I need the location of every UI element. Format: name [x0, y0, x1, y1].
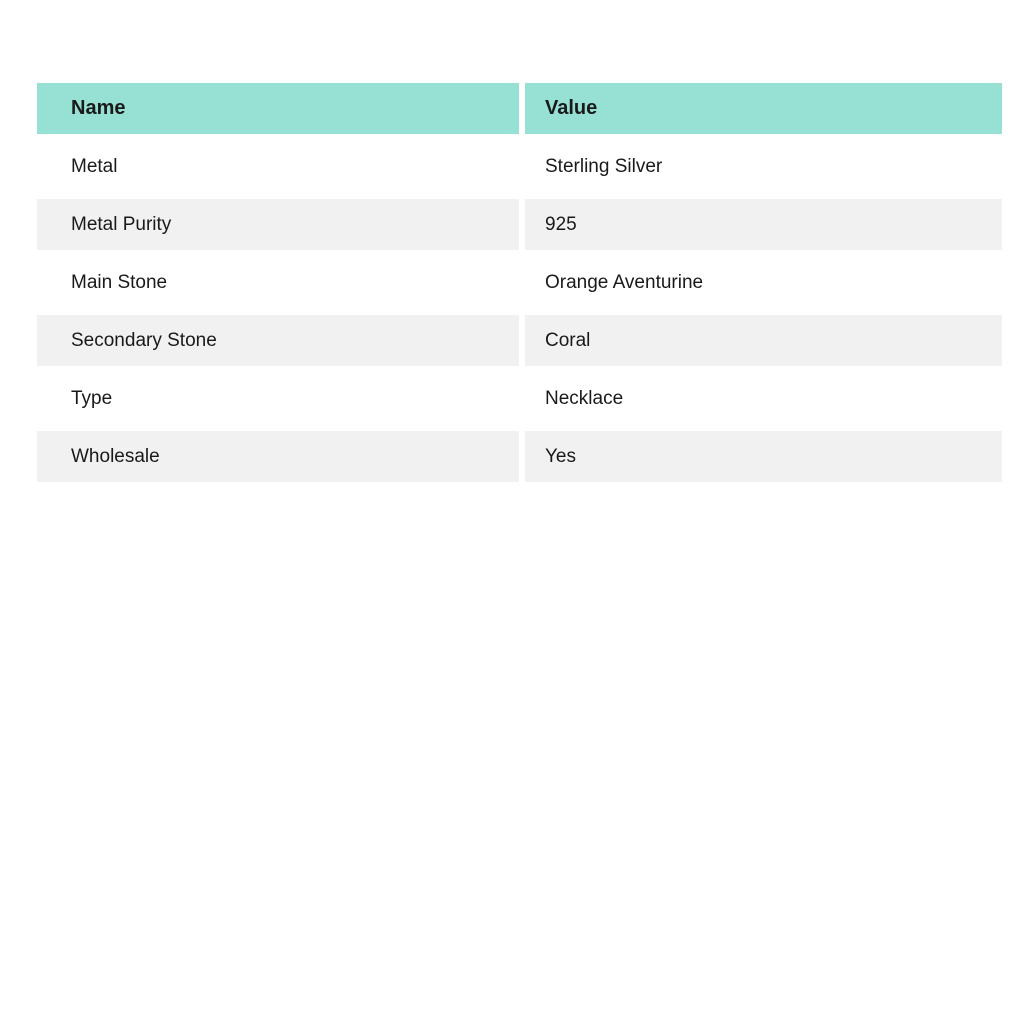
row-name-cell: Secondary Stone [37, 315, 519, 366]
product-spec-table [37, 83, 1002, 482]
row-name-cell: Metal Purity [37, 199, 519, 250]
row-value-cell: 925 [525, 199, 1002, 250]
row-name-cell: Metal [37, 141, 519, 192]
row-value-cell: Coral [525, 315, 1002, 366]
row-value-cell: Necklace [525, 373, 1002, 424]
row-value-cell: Orange Aventurine [525, 257, 1002, 308]
row-name-cell: Main Stone [37, 257, 519, 308]
row-value-cell: Yes [525, 431, 1002, 482]
row-name-cell: Wholesale [37, 431, 519, 482]
row-value-cell: Sterling Silver [525, 141, 1002, 192]
column-header-name: Name [37, 83, 519, 134]
row-name-cell: Type [37, 373, 519, 424]
column-header-value: Value [525, 83, 1002, 134]
